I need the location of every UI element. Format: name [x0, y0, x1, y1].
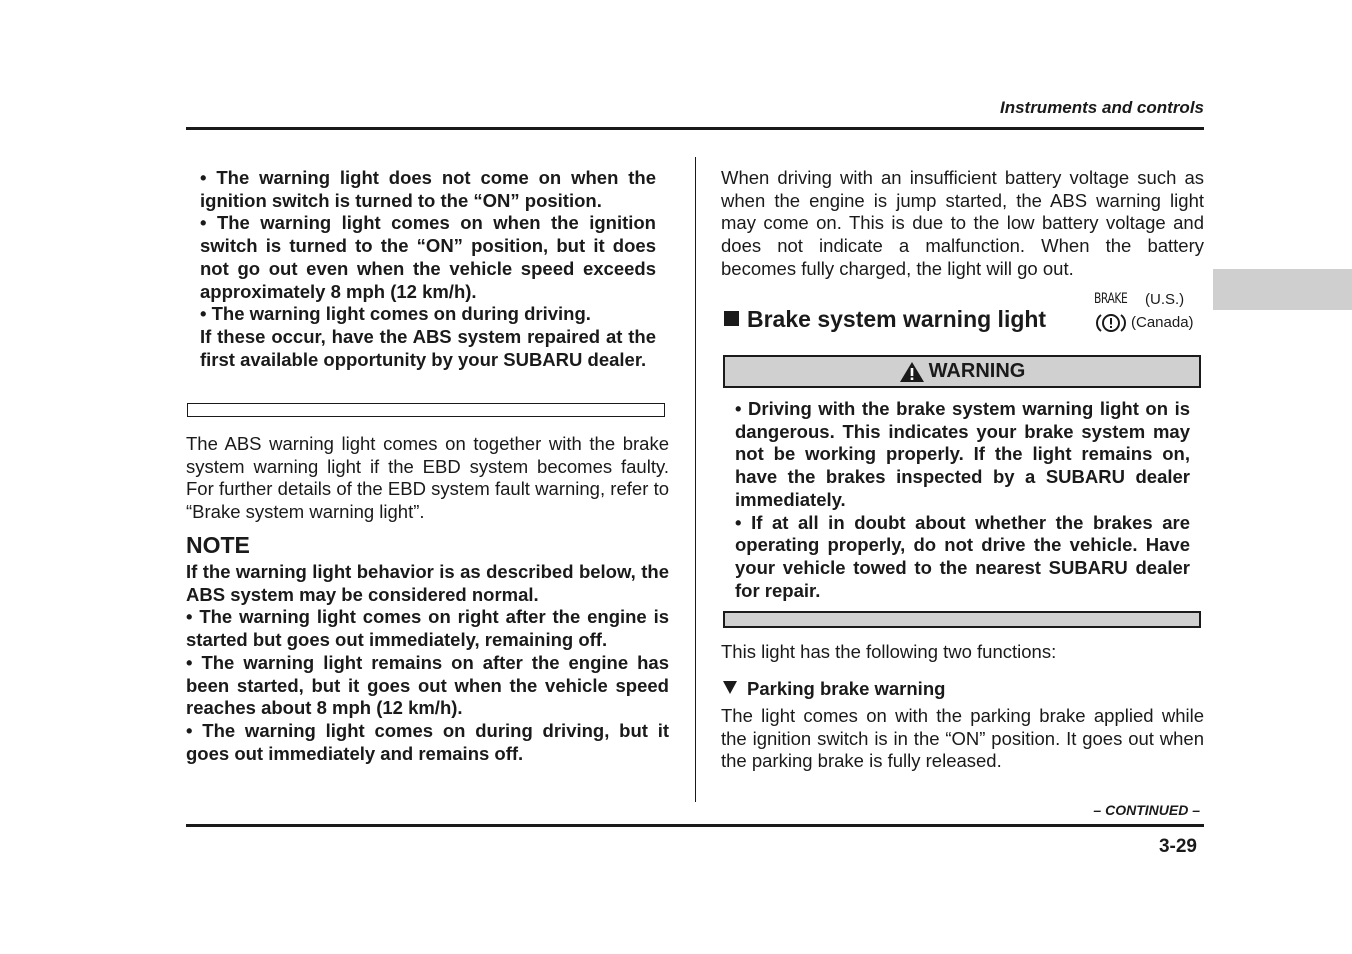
chapter-tab	[1213, 269, 1352, 310]
brake-indicator-text: BRAKE	[1094, 291, 1128, 307]
note-body	[186, 561, 669, 765]
list-item: • Driving with the brake system warning light on is dangerous. This indicates your brake system may not be working properly. If the light remains on, have the brakes inspected by a SUBARU dealer immediately.	[735, 398, 1190, 512]
page-number: 3-29	[1158, 836, 1197, 857]
list-item: • The warning light comes on when the ignition switch is turned to the “ON” position, but it does not go out even when the vehicle speed exceeds approximately 8 mph (12 km/h).	[200, 212, 656, 303]
warning-end-box	[723, 611, 1201, 628]
functions-intro: This light has the following two functions:	[721, 641, 1057, 662]
section-title: Instruments and controls	[999, 98, 1204, 117]
list-item: • The warning light comes on during driving, but it goes out immediately and remains off.	[186, 720, 669, 765]
header-rule	[186, 127, 1204, 130]
brake-circle-exclamation-icon	[1095, 312, 1127, 334]
list-item: • The warning light does not come on when the ignition switch is turned to the “ON” position.	[200, 167, 656, 212]
warning-label: WARNING	[928, 360, 1026, 382]
warning-banner	[723, 355, 1201, 388]
down-triangle-icon	[723, 681, 737, 694]
abs-warning-list	[200, 167, 656, 371]
section-heading: Brake system warning light	[724, 306, 1046, 333]
warning-end-box	[187, 403, 665, 417]
list-item: • The warning light comes on right after the engine is started but goes out immediately, remaining off.	[186, 606, 669, 651]
brake-warning-list	[735, 398, 1190, 602]
parking-brake-paragraph: The light comes on with the parking brake applied while the ignition switch is in the “ON” position. It goes out when the parking brake is fully released.	[721, 705, 1204, 772]
list-item: • The warning light remains on after the engine has been started, but it goes out when the vehicle speed reaches about 8 mph (12 km/h).	[186, 652, 669, 720]
column-divider	[695, 157, 696, 802]
canada-label: (Canada)	[1131, 314, 1194, 331]
list-item: • The warning light comes on during driving.	[200, 303, 656, 326]
warning-triangle-icon	[899, 361, 925, 383]
us-label: (U.S.)	[1145, 291, 1185, 308]
note-intro: If the warning light behavior is as described below, the ABS system may be considered normal.	[186, 561, 669, 605]
list-item: • If at all in doubt about whether the brakes are operating properly, do not drive the vehicle. Have your vehicle towed to the nearest SUBARU dealer for repair.	[735, 512, 1190, 603]
battery-paragraph: When driving with an insufficient battery voltage such as when the engine is jump started, the ABS warning light may come on. This is due to the low battery voltage and does not indicate a malfunction. When the battery becomes fully charged, the light will go out.	[721, 167, 1204, 279]
abs-ebd-paragraph: The ABS warning light comes on together with the brake system warning light if the EBD system becomes faulty. For further details of the EBD system fault warning, refer to “Brake system warning light”.	[186, 433, 669, 523]
subsection-heading: Parking brake warning	[723, 678, 945, 700]
continued-label: – CONTINUED –	[1093, 802, 1200, 818]
footer-rule	[186, 824, 1204, 827]
note-heading: NOTE	[186, 532, 250, 558]
warning-conclusion: If these occur, have the ABS system repaired at the first available opportunity by your SUBARU dealer.	[200, 325, 656, 370]
square-bullet-icon	[724, 311, 739, 326]
